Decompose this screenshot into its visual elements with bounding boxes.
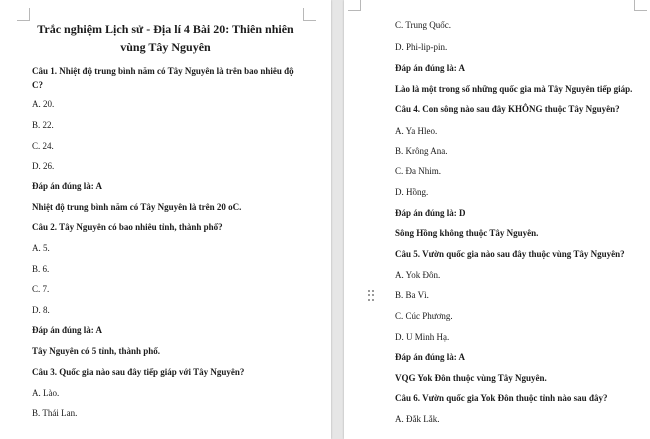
question-1-text-cont: C? bbox=[32, 80, 43, 90]
q1-option-d: D. 26. bbox=[32, 161, 55, 171]
q2-answer: Đáp án đúng là: A bbox=[32, 325, 103, 335]
page-corner-mark bbox=[303, 8, 316, 21]
q2-option-d: D. 8. bbox=[32, 305, 50, 315]
q1-option-c: C. 24. bbox=[32, 141, 54, 151]
q1-answer: Đáp án đúng là: A bbox=[32, 181, 103, 191]
q1-option-a: A. 20. bbox=[32, 99, 55, 109]
q5-explanation: VQG Yok Đôn thuộc vùng Tây Nguyên. bbox=[395, 373, 547, 383]
q4-option-d: D. Hồng. bbox=[395, 187, 429, 197]
q3-option-c: C. Trung Quốc. bbox=[395, 20, 452, 30]
drag-handle-icon[interactable] bbox=[368, 290, 375, 302]
q4-explanation: Sông Hồng không thuộc Tây Nguyên. bbox=[395, 228, 539, 238]
question-4-text: Câu 4. Con sông nào sau đây KHÔNG thuộc Tây Nguyên? bbox=[395, 104, 620, 114]
q3-explanation: Lào là một trong số những quốc gia mà Tây Nguyên tiếp giáp. bbox=[395, 84, 633, 94]
q2-explanation: Tây Nguyên có 5 tỉnh, thành phố. bbox=[32, 346, 161, 356]
question-2-text: Câu 2. Tây Nguyên có bao nhiêu tỉnh, thành phố? bbox=[32, 222, 223, 232]
question-5-text: Câu 5. Vườn quốc gia nào sau đây thuộc vùng Tây Nguyên? bbox=[395, 249, 625, 259]
q3-option-b: B. Thái Lan. bbox=[32, 408, 78, 418]
q3-option-d: D. Phi-lip-pin. bbox=[395, 42, 448, 52]
q6-option-a: A. Đắk Lắk. bbox=[395, 414, 440, 424]
q2-option-c: C. 7. bbox=[32, 284, 50, 294]
page-corner-mark bbox=[17, 8, 30, 21]
q5-option-c: C. Cúc Phương. bbox=[395, 311, 453, 321]
q2-option-a: A. 5. bbox=[32, 243, 50, 253]
document-title-line-1: Trắc nghiệm Lịch sử - Địa lí 4 Bài 20: Thiên nhiên bbox=[37, 22, 294, 36]
q5-answer: Đáp án đúng là: A bbox=[395, 352, 466, 362]
question-6-text: Câu 6. Vườn quốc gia Yok Đôn thuộc tỉnh nào sau đây? bbox=[395, 393, 608, 403]
q4-option-c: C. Đa Nhim. bbox=[395, 166, 441, 176]
document-title-line-2: vùng Tây Nguyên bbox=[120, 40, 211, 54]
q5-option-a: A. Yok Đôn. bbox=[395, 270, 441, 280]
page-corner-mark bbox=[634, 0, 647, 11]
q4-option-a: A. Ya Hleo. bbox=[395, 126, 438, 136]
q4-answer: Đáp án đúng là: D bbox=[395, 208, 466, 218]
q1-option-b: B. 22. bbox=[32, 120, 54, 130]
q4-option-b: B. Krông Ana. bbox=[395, 146, 448, 156]
q5-option-d: D. U Minh Hạ. bbox=[395, 332, 450, 342]
q1-explanation: Nhiệt độ trung bình năm có Tây Nguyên là trên 20 oC. bbox=[32, 202, 242, 212]
page-corner-mark bbox=[348, 0, 361, 11]
q2-option-b: B. 6. bbox=[32, 264, 50, 274]
question-3-text: Câu 3. Quốc gia nào sau đây tiếp giáp với Tây Nguyên? bbox=[32, 367, 245, 377]
document-page-right bbox=[344, 0, 650, 439]
q3-option-a: A. Lào. bbox=[32, 388, 60, 398]
question-1-text: Câu 1. Nhiệt độ trung bình năm có Tây Nguyên là trên bao nhiêu độ bbox=[32, 66, 294, 76]
q3-answer: Đáp án đúng là: A bbox=[395, 63, 466, 73]
q5-option-b: B. Ba Vì. bbox=[395, 290, 429, 300]
